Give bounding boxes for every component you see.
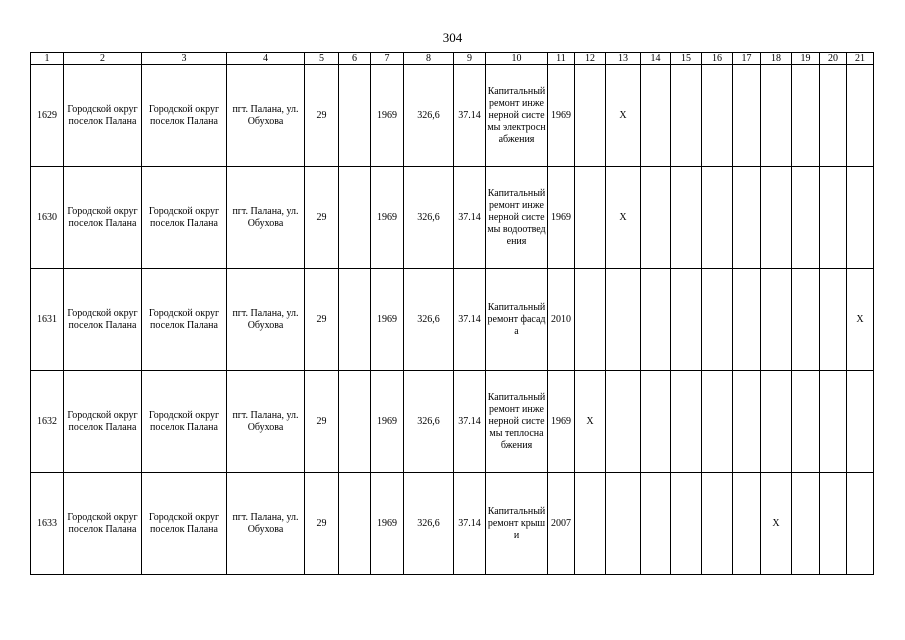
municipality-cell: Городской округ поселок Палана xyxy=(64,371,142,473)
table-cell xyxy=(820,65,847,167)
table-cell xyxy=(339,167,371,269)
column-header: 4 xyxy=(227,53,305,65)
house-number-cell: 29 xyxy=(305,269,339,371)
house-number-cell: 29 xyxy=(305,371,339,473)
work-type-cell: Капитальный ремонт инженерной системы теплоснабжения xyxy=(486,371,548,473)
table-cell xyxy=(671,167,702,269)
table-cell xyxy=(702,167,733,269)
column-header: 14 xyxy=(641,53,671,65)
settlement-cell: Городской округ поселок Палана xyxy=(142,371,227,473)
table-cell xyxy=(339,269,371,371)
table-cell xyxy=(847,65,874,167)
table-cell xyxy=(761,65,792,167)
settlement-cell: Городской округ поселок Палана xyxy=(142,473,227,575)
municipality-cell: Городской округ поселок Палана xyxy=(64,65,142,167)
house-number-cell: 29 xyxy=(305,167,339,269)
settlement-cell: Городской округ поселок Палана xyxy=(142,167,227,269)
column-header: 11 xyxy=(548,53,575,65)
column-header: 8 xyxy=(404,53,454,65)
column-header: 17 xyxy=(733,53,761,65)
address-cell: пгт. Палана, ул. Обухова xyxy=(227,269,305,371)
municipality-cell: Городской округ поселок Палана xyxy=(64,167,142,269)
year-cell: 2010 xyxy=(548,269,575,371)
page-number: 304 xyxy=(442,30,463,45)
column-header: 9 xyxy=(454,53,486,65)
table-cell xyxy=(575,473,606,575)
year-cell: 1969 xyxy=(548,371,575,473)
column-header: 7 xyxy=(371,53,404,65)
table-cell xyxy=(641,167,671,269)
table-cell xyxy=(733,167,761,269)
row-number-cell: 1633 xyxy=(31,473,64,575)
area-cell: 326,6 xyxy=(404,371,454,473)
column-header: 12 xyxy=(575,53,606,65)
table-cell: 37.14 xyxy=(454,473,486,575)
table-cell xyxy=(339,371,371,473)
house-number-cell: 29 xyxy=(305,473,339,575)
year-built-cell: 1969 xyxy=(371,167,404,269)
row-number-cell: 1631 xyxy=(31,269,64,371)
table-cell: 37.14 xyxy=(454,65,486,167)
table-cell xyxy=(641,473,671,575)
table-cell xyxy=(792,473,820,575)
table-cell xyxy=(671,371,702,473)
year-cell: 2007 xyxy=(548,473,575,575)
year-built-cell: 1969 xyxy=(371,269,404,371)
column-header: 20 xyxy=(820,53,847,65)
address-cell: пгт. Палана, ул. Обухова xyxy=(227,473,305,575)
table-cell xyxy=(575,269,606,371)
table-cell xyxy=(339,473,371,575)
table-cell xyxy=(606,269,641,371)
year-built-cell: 1969 xyxy=(371,473,404,575)
area-cell: 326,6 xyxy=(404,167,454,269)
column-header: 19 xyxy=(792,53,820,65)
table-cell xyxy=(575,167,606,269)
table-cell: X xyxy=(606,167,641,269)
table-cell xyxy=(606,473,641,575)
table-cell xyxy=(733,269,761,371)
table-cell: X xyxy=(847,269,874,371)
work-type-cell: Капитальный ремонт инженерной системы водоотведения xyxy=(486,167,548,269)
year-built-cell: 1969 xyxy=(371,65,404,167)
settlement-cell: Городской округ поселок Палана xyxy=(142,65,227,167)
table-cell xyxy=(761,269,792,371)
table-cell xyxy=(820,371,847,473)
area-cell: 326,6 xyxy=(404,269,454,371)
work-type-cell: Капитальный ремонт крыши xyxy=(486,473,548,575)
table-cell: 37.14 xyxy=(454,167,486,269)
table-row xyxy=(31,473,874,575)
table-cell xyxy=(641,371,671,473)
table-cell xyxy=(641,65,671,167)
table-cell xyxy=(671,473,702,575)
table-cell xyxy=(733,371,761,473)
year-cell: 1969 xyxy=(548,167,575,269)
table-row xyxy=(31,371,874,473)
table-cell: X xyxy=(761,473,792,575)
table-cell xyxy=(339,65,371,167)
table-cell: X xyxy=(606,65,641,167)
table-row xyxy=(31,167,874,269)
header-row xyxy=(31,53,874,65)
column-header: 18 xyxy=(761,53,792,65)
table-cell xyxy=(575,65,606,167)
column-header: 1 xyxy=(31,53,64,65)
table-cell: 37.14 xyxy=(454,371,486,473)
table-cell xyxy=(671,269,702,371)
table-cell xyxy=(847,371,874,473)
area-cell: 326,6 xyxy=(404,65,454,167)
table-cell xyxy=(606,371,641,473)
table-cell xyxy=(641,269,671,371)
year-cell: 1969 xyxy=(548,65,575,167)
column-header: 10 xyxy=(486,53,548,65)
table-cell xyxy=(761,167,792,269)
column-header: 13 xyxy=(606,53,641,65)
column-header: 21 xyxy=(847,53,874,65)
column-header: 16 xyxy=(702,53,733,65)
table-row xyxy=(31,65,874,167)
column-header: 6 xyxy=(339,53,371,65)
column-header: 3 xyxy=(142,53,227,65)
column-header: 15 xyxy=(671,53,702,65)
table-cell xyxy=(847,473,874,575)
row-number-cell: 1632 xyxy=(31,371,64,473)
table-cell xyxy=(792,65,820,167)
table-row xyxy=(31,269,874,371)
address-cell: пгт. Палана, ул. Обухова xyxy=(227,371,305,473)
address-cell: пгт. Палана, ул. Обухова xyxy=(227,65,305,167)
house-number-cell: 29 xyxy=(305,65,339,167)
column-header: 5 xyxy=(305,53,339,65)
table-cell xyxy=(733,473,761,575)
table-cell xyxy=(792,269,820,371)
table-cell xyxy=(847,167,874,269)
municipality-cell: Городской округ поселок Палана xyxy=(64,269,142,371)
table-cell xyxy=(702,65,733,167)
table-cell xyxy=(820,269,847,371)
table-cell xyxy=(702,473,733,575)
row-number-cell: 1630 xyxy=(31,167,64,269)
table-cell: 37.14 xyxy=(454,269,486,371)
data-table xyxy=(30,52,874,575)
table-cell xyxy=(820,473,847,575)
table-cell xyxy=(702,371,733,473)
year-built-cell: 1969 xyxy=(371,371,404,473)
area-cell: 326,6 xyxy=(404,473,454,575)
table-cell xyxy=(733,65,761,167)
table-cell xyxy=(702,269,733,371)
work-type-cell: Капитальный ремонт инженерной системы электроснабжения xyxy=(486,65,548,167)
table-cell xyxy=(820,167,847,269)
column-header: 2 xyxy=(64,53,142,65)
address-cell: пгт. Палана, ул. Обухова xyxy=(227,167,305,269)
table-cell: X xyxy=(575,371,606,473)
table-cell xyxy=(792,167,820,269)
municipality-cell: Городской округ поселок Палана xyxy=(64,473,142,575)
row-number-cell: 1629 xyxy=(31,65,64,167)
table-cell xyxy=(792,371,820,473)
settlement-cell: Городской округ поселок Палана xyxy=(142,269,227,371)
table-cell xyxy=(671,65,702,167)
table-cell xyxy=(761,371,792,473)
work-type-cell: Капитальный ремонт фасада xyxy=(486,269,548,371)
